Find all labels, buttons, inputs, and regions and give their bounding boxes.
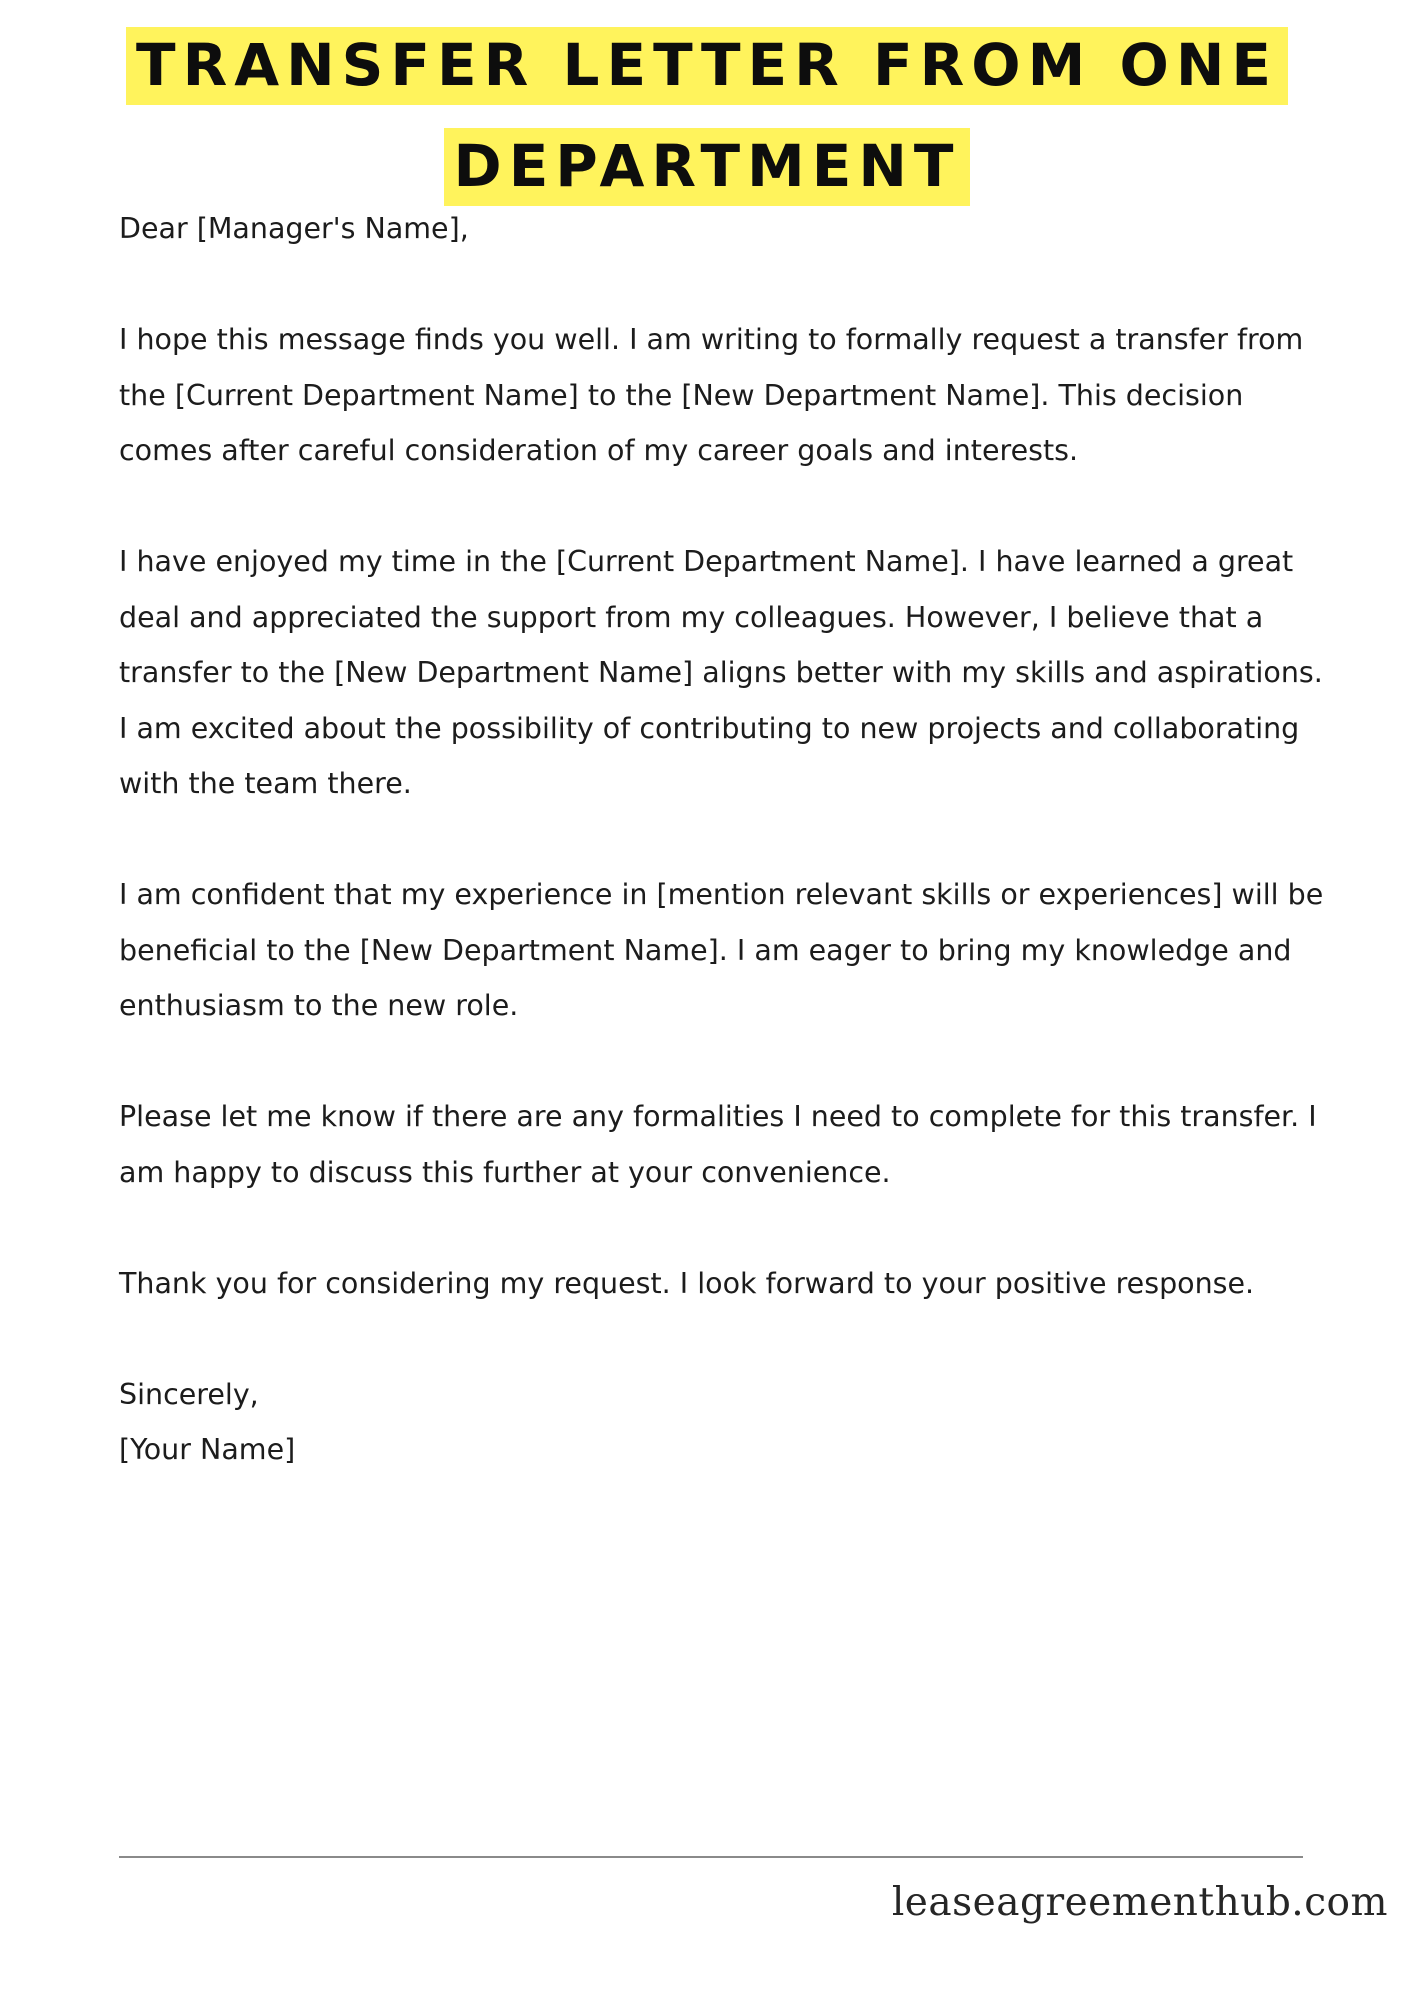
paragraph-2: I have enjoyed my time in the [Current Department Name]. I have learned a great deal and appreciated the support from my colleagues. However, I believe that a transfer to the [New Department Name] aligns better with my skills and aspirations. I am excited about the possibility of contributing to new projects and collaborating with the team there. xyxy=(119,545,1323,800)
title-line-1: TRANSFER LETTER FROM ONE xyxy=(126,27,1288,105)
paragraph-1: I hope this message finds you well. I am writing to formally request a transfer from the [Current Department Name] to the [New Department Name]. This decision comes after careful consideration of my career goals and interests. xyxy=(119,323,1304,467)
paragraph-4: Please let me know if there are any formalities I need to complete for this transfer. I am happy to discuss this further at your convenience. xyxy=(119,1100,1317,1189)
title-line-2: DEPARTMENT xyxy=(444,128,971,206)
footer-divider xyxy=(119,1856,1303,1858)
closing: Sincerely, xyxy=(119,1377,259,1411)
paragraph-5: Thank you for considering my request. I look forward to your positive response. xyxy=(119,1266,1255,1300)
paragraph-3: I am confident that my experience in [mention relevant skills or experiences] will be beneficial to the [New Department Name]. I am eager to bring my knowledge and enthusiasm to the new role. xyxy=(119,878,1324,1022)
footer-brand: leaseagreementhub.com xyxy=(891,1880,1388,1925)
letter-body xyxy=(119,201,1324,1478)
page-title xyxy=(0,22,1414,224)
salutation: Dear [Manager's Name], xyxy=(119,212,469,245)
signature: [Your Name] xyxy=(119,1433,296,1466)
